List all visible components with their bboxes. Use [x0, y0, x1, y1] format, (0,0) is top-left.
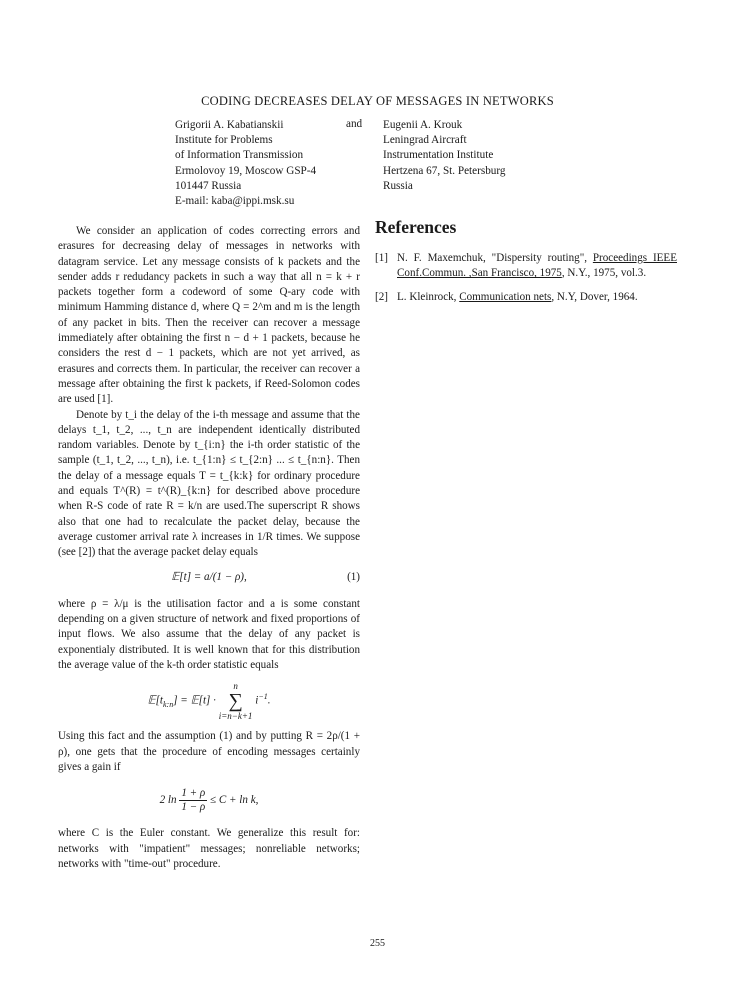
paper-title: CODING DECREASES DELAY OF MESSAGES IN NETWORKS: [201, 94, 554, 108]
author-block-1: [175, 118, 316, 209]
reference-venue: Proceedings IEEE Conf.Commun. ,San Francisco, 1975: [397, 252, 677, 280]
paragraph-order-statistics: Denote by t_i the delay of the i-th message and assume that the delays t_1, t_2, ..., t_n are independent identically distributed random variables. Denote by t_{i:n} the i-th order statistic of the sample (t_1, t_2, ..., t_n), i.e. t_{1:n} ≤ t_{2:n} ... ≤ t_{n:n}. Then the delay of a message equals T = t_{k:k} for ordinary procedure and equals T^(R) = t^(R)_{k:n} for described above procedure when R-S code of rate R = k/n are used.The superscript R shows also that one had to recalculate the packet delay, because the average customer arrival rate λ increases in 1/R times. We suppose (see [2]) that the average packet delay equals: [58, 408, 360, 559]
author2-address-line: Russia: [383, 179, 413, 192]
equation-1-body: 𝔼[t] = a/(1 − ρ),: [171, 570, 247, 583]
author1-address-line: 101447 Russia: [175, 179, 242, 192]
equation-1: [58, 570, 360, 585]
reference-number: [2]: [375, 290, 388, 303]
author1-affiliation-line: Institute for Problems: [175, 134, 273, 147]
paragraph-assumptions: where ρ = λ/μ is the utilisation factor and a is some constant depending on a given structure of network and fixed proportions of input flows. We also assume that the delay of any packet is exponentialy distributed. It is well known that for this distribution the average value of the k-th order statistic equals: [58, 597, 360, 672]
paragraph-intro: We consider an application of codes correcting errors and erasures for decreasing delay of messages in networks with datagram service. Let any message consists of k packets and the sender adds r redudancy packets in such a way that all n = k + r packets together form a codeword of some Q-ary code with minimum Hamming distance d, where Q = 2^m and m is the length of any packet in bits. Then the receiver can recover a message immediately after obtaining the first n − d + 1 packets, because he considers the rest d − 1 packets, which are not yet arrived, as erasures and corrects them. In particular, the receiver can recover a message after obtaining the first k packets, if Reed-Solomon codes are used [1].: [58, 225, 360, 406]
equation-3: 2 ln $\frac{1 + \rho}{1 - \rho}$ ≤ C + ln k,: [159, 787, 259, 814]
reference-item: [1] N. F. Maxemchuk, "Dispersity routing", Proceedings IEEE Conf.Commun. ,San Francisco, 1975, N.Y., 1975, vol.3.: [375, 252, 677, 280]
reference-venue: Communication nets: [459, 290, 552, 303]
author-conjunction: and: [346, 118, 363, 130]
equation-1-number: (1): [347, 570, 360, 583]
author2-address-line: Hertzena 67, St. Petersburg: [383, 164, 506, 177]
author2-name: Eugenii A. Krouk: [383, 119, 463, 131]
reference-number: [1]: [375, 252, 388, 264]
author-block-2: [383, 118, 506, 194]
paragraph-gain-condition: Using this fact and the assumption (1) and by putting R = 2ρ/(1 + ρ), one gets that the procedure of encoding messages certainly gives a gain if: [58, 730, 360, 773]
author1-affiliation-line: of Information Transmission: [175, 149, 304, 162]
main-text-column: [58, 224, 360, 872]
references-list: [375, 251, 677, 313]
equation-2: $𝔼[t_{k:n}]$ = 𝔼[t] · n ∑ i=n−k+1 $i^{-1}$.: [147, 681, 271, 722]
paragraph-conclusion: where C is the Euler constant. We generalize this result for: networks with "impatient" messages; nonreliable networks; networks with "time-out" procedure.: [58, 827, 360, 870]
summation-symbol: n ∑ i=n−k+1: [218, 681, 253, 722]
author2-affiliation-line: Instrumentation Institute: [383, 149, 494, 162]
author1-email: E-mail: kaba@ippi.msk.su: [175, 195, 295, 208]
page-number: 255: [370, 938, 385, 949]
references-heading: References: [375, 217, 457, 237]
author1-address-line: Ermolovoy 19, Moscow GSP-4: [175, 164, 317, 177]
author1-name: Grigorii A. Kabatianskii: [175, 119, 284, 131]
equation-3-fraction: $\frac{1 + \rho}{1 - \rho}$: [181, 787, 206, 814]
reference-item: [2] L. Kleinrock, Communication nets, N.Y, Dover, 1964.: [375, 290, 677, 305]
author2-affiliation-line: Leningrad Aircraft: [383, 134, 467, 147]
